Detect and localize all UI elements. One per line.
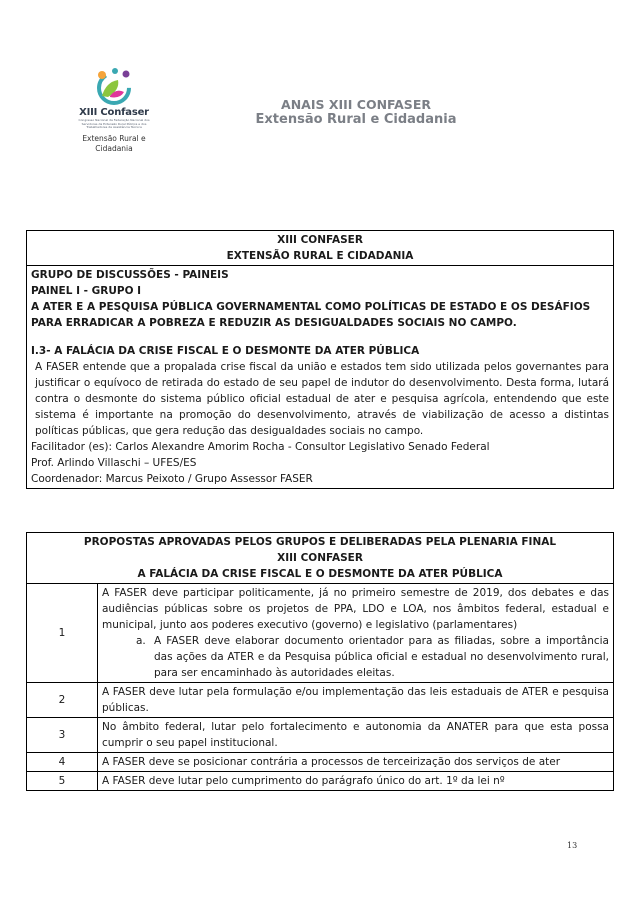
proposal-number: 4 xyxy=(27,753,98,772)
proposals-title2: XIII CONFASER xyxy=(277,552,363,564)
table-row xyxy=(27,584,614,683)
logo-subtitle xyxy=(58,134,170,154)
proposals-title1: PROPOSTAS APROVADAS PELOS GRUPOS E DELIBERADAS PELA PLENARIA FINAL xyxy=(83,536,557,548)
logo-subtitle-line2: Cidadania xyxy=(95,143,133,153)
spacer xyxy=(31,331,609,343)
proposal-subitem xyxy=(102,633,609,681)
page-number: 13 xyxy=(567,841,578,850)
proposal-number: 2 xyxy=(27,683,98,718)
coordinator-text: Coordenador: Marcus Peixoto / xyxy=(31,473,195,485)
coordinator-group: Grupo Assessor FASER xyxy=(194,473,313,485)
panel-label: PAINEL I - GRUPO I xyxy=(31,285,142,297)
facilitator-line: Facilitador (es): Carlos Alexandre Amorim Rocha - Consultor Legislativo Senado Federal xyxy=(31,441,490,453)
group-label: GRUPO DE DISCUSSÕES - PAINEIS xyxy=(31,269,229,281)
table-row xyxy=(27,266,614,489)
logo-subtitle-line1: Extensão Rural e xyxy=(82,133,146,143)
professor-line: Prof. Arlindo Villaschi – UFES/ES xyxy=(31,457,197,469)
table-row xyxy=(27,231,614,266)
subitem-marker: a. xyxy=(136,635,146,647)
proposal-text: A FASER deve lutar pela formulação e/ou implementação das leis estaduais de ATER e pesquisa públicas. xyxy=(98,683,614,718)
proposals-title-cell xyxy=(27,533,614,584)
proposal-text: A FASER deve lutar pelo cumprimento do parágrafo único do art. 1º da lei nº xyxy=(98,772,614,791)
proposal-text: A FASER deve participar politicamente, já no primeiro semestre de 2019, dos debates e das audiências públicas sobre os projetos de PPA, LDO e LOA, nos âmbitos federal, estadual e municipal, junto aos poderes executivo (governo) e legislativo (parlamentares) xyxy=(102,587,609,631)
confaser-logo xyxy=(58,66,170,154)
section-title: I.3- A FALÁCIA DA CRISE FISCAL E O DESMONTE DA ATER PÚBLICA xyxy=(31,345,420,357)
proposals-table xyxy=(26,532,614,791)
table-row xyxy=(27,683,614,718)
panel-title1: XIII CONFASER xyxy=(277,234,363,246)
panel-title-cell xyxy=(27,231,614,266)
header-line1: ANAIS XIII CONFASER xyxy=(281,97,431,112)
proposal-text-cell xyxy=(98,584,614,683)
panel-title2: EXTENSÃO RURAL E CIDADANIA xyxy=(226,250,414,262)
logo-fine-print: Congresso Nacional da Federação Nacional dos Servidores da Extensão Rural Pública e dos Trabalhadores da Assistência Técnica xyxy=(78,118,150,129)
panel-theme: A ATER E A PESQUISA PÚBLICA GOVERNAMENTAL COMO POLÍTICAS DE ESTADO E OS DESÁFIOS PARA ERRADICAR A POBREZA E REDUZIR AS DESIGUALDADES SOCIAIS NO CAMPO. xyxy=(31,301,591,329)
section-body: A FASER entende que a propalada crise fiscal da união e estados tem sido utilizada pelos governantes para justificar o equívoco de retirada do estado de seu papel de indutor do desenvolvimento. Desta forma, lutará contra o desmonte do sistema público oficial estadual de ater e pesquisa agrícola, entendendo que este sistema é importante na promoção do desenvolvimento, através de viabilização de acesso a distintas políticas públicas, que gera redução das desigualdades sociais no campo. xyxy=(35,361,609,437)
proposals-title3: A FALÁCIA DA CRISE FISCAL E O DESMONTE DA ATER PÚBLICA xyxy=(137,568,503,580)
proposal-number: 3 xyxy=(27,718,98,753)
proposal-text: A FASER deve se posicionar contrária a processos de terceirização dos serviços de ater xyxy=(98,753,614,772)
header-line2: Extensão Rural e Cidadania xyxy=(255,112,457,127)
panel-info-table xyxy=(26,230,614,489)
table-row xyxy=(27,772,614,791)
proposal-number: 5 xyxy=(27,772,98,791)
table-row xyxy=(27,753,614,772)
table-row xyxy=(27,533,614,584)
proposal-number: 1 xyxy=(27,584,98,683)
logo-name: XIII Confaser xyxy=(79,107,149,118)
confaser-emblem-icon xyxy=(88,66,140,106)
page-header xyxy=(196,97,516,128)
panel-body-cell xyxy=(27,266,614,489)
table-row xyxy=(27,718,614,753)
subitem-text: A FASER deve elaborar documento orientador para as filiadas, sobre a importância das ações da ATER e da Pesquisa pública oficial e estadual no desenvolvimento rural, para ser encaminhado às autoridades eleitas. xyxy=(154,635,609,679)
proposal-text: No âmbito federal, lutar pelo fortalecimento e autonomia da ANATER para que esta possa cumprir o seu papel institucional. xyxy=(98,718,614,753)
coordinator-line xyxy=(31,471,609,487)
